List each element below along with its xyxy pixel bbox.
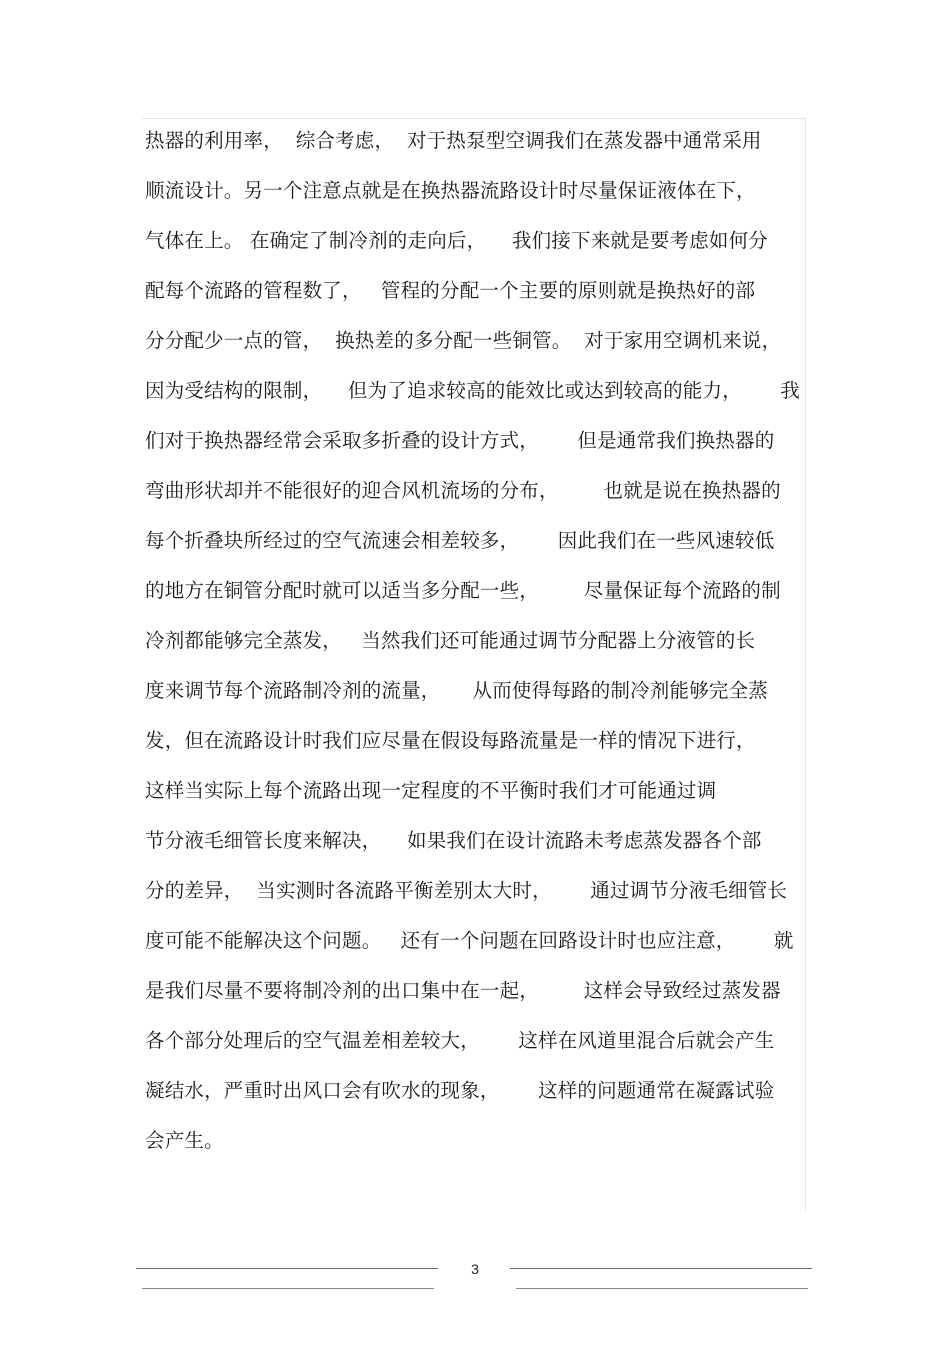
- text-line: 因为受结构的限制， 但为了追求较高的能效比或达到较高的能力， 我: [145, 379, 800, 402]
- text-line: 分分配少一点的管， 换热差的多分配一些铜管。 对于家用空调机来说，: [145, 329, 782, 352]
- text-line: 每个折叠块所经过的空气流速会相差较多， 因此我们在一些风速较低: [145, 529, 775, 552]
- body-text: [145, 116, 805, 1166]
- text-line: 热器的利用率， 综合考虑， 对于热泵型空调我们在蒸发器中通常采用: [145, 129, 762, 152]
- text-line: 会产生。: [145, 1129, 224, 1152]
- text-line: 气体在上。 在确定了制冷剂的走向后， 我们接下来就是要考虑如何分: [145, 229, 768, 252]
- text-line: 凝结水，严重时出风口会有吹水的现象， 这样的问题通常在凝露试验: [145, 1079, 775, 1102]
- text-line: 发，但在流路设计时我们应尽量在假设每路流量是一样的情况下进行，: [145, 729, 756, 752]
- text-line: 度可能不能解决这个问题。 还有一个问题在回路设计时也应注意， 就: [145, 929, 794, 952]
- footer-rule-right-lower: [516, 1288, 808, 1289]
- page-footer: [0, 1258, 950, 1298]
- text-line: 弯曲形状却并不能很好的迎合风机流场的分布， 也就是说在换热器的: [145, 479, 781, 502]
- text-line: 这样当实际上每个流路出现一定程度的不平衡时我们才可能通过调: [145, 779, 717, 802]
- page-number: 3: [471, 1261, 479, 1277]
- text-line: 们对于换热器经常会采取多折叠的设计方式， 但是通常我们换热器的: [145, 429, 775, 452]
- text-line: 度来调节每个流路制冷剂的流量， 从而使得每路的制冷剂能够完全蒸: [145, 679, 768, 702]
- text-line: 顺流设计。另一个注意点就是在换热器流路设计时尽量保证液体在下，: [145, 179, 756, 202]
- text-line: 是我们尽量不要将制冷剂的出口集中在一起， 这样会导致经过蒸发器: [145, 979, 781, 1002]
- footer-rule-left-lower: [142, 1288, 434, 1289]
- text-line: 配每个流路的管程数了， 管程的分配一个主要的原则就是换热好的部: [145, 279, 756, 302]
- text-line: 冷剂都能够完全蒸发， 当然我们还可能通过调节分配器上分液管的长: [145, 629, 756, 652]
- text-line: 的地方在铜管分配时就可以适当多分配一些， 尽量保证每个流路的制: [145, 579, 781, 602]
- text-line: 各个部分处理后的空气温差相差较大， 这样在风道里混合后就会产生: [145, 1029, 775, 1052]
- footer-rule-right: [510, 1268, 812, 1269]
- text-line: 节分液毛细管长度来解决， 如果我们在设计流路未考虑蒸发器各个部: [145, 829, 762, 852]
- footer-rule-left: [136, 1268, 438, 1269]
- text-line: 分的差异， 当实测时各流路平衡差别太大时， 通过调节分液毛细管长: [145, 879, 788, 902]
